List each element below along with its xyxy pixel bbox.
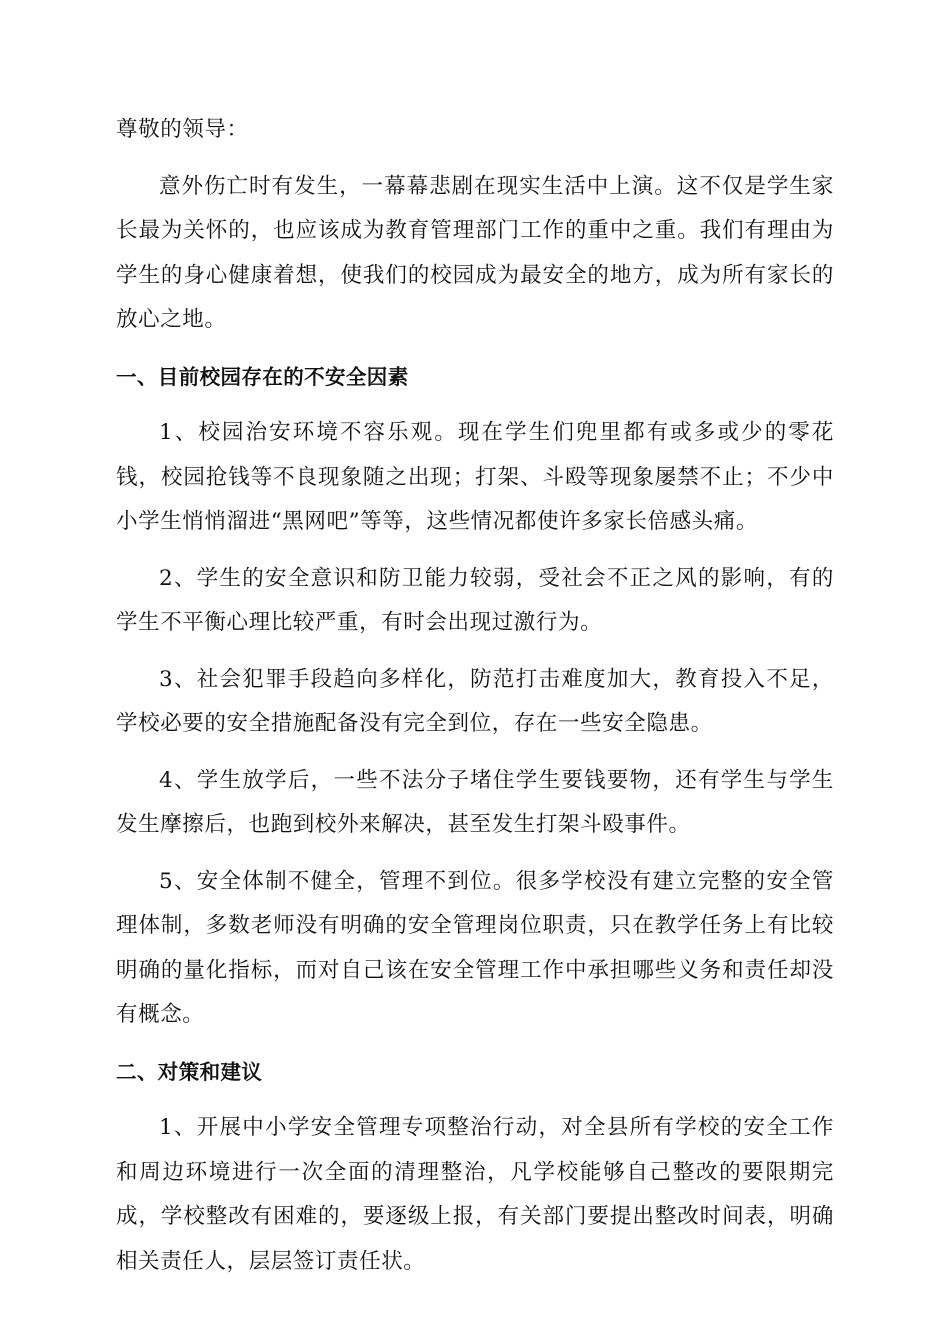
- salutation: 尊敬的领导：: [116, 117, 249, 142]
- document-page: [116, 108, 834, 1284]
- section1-item-5: 5、安全体制不健全，管理不到位。很多学校没有建立完整的安全管理体制，多数老师没有明确的安全管理岗位职责，只在教学任务上有比较明确的量化指标，而对自己该在安全管理工作中承担哪些义务和责任却没有概念。: [116, 868, 834, 1027]
- intro-paragraph: 意外伤亡时有发生，一幕幕悲剧在现实生活中上演。这不仅是学生家长最为关怀的，也应该成为教育管理部门工作的重中之重。我们有理由为学生的身心健康着想，使我们的校园成为最安全的地方，成为所有家长的放心之地。: [116, 173, 834, 332]
- section2-item-1: 1、开展中小学安全管理专项整治行动，对全县所有学校的安全工作和周边环境进行一次全面的清理整治，凡学校能够自己整改的要限期完成，学校整改有困难的，要逐级上报，有关部门要提出整改时间表，明确相关责任人，层层签订责任状。: [116, 1115, 834, 1274]
- section1-item-3: 3、社会犯罪手段趋向多样化，防范打击难度加大，教育投入不足，学校必要的安全措施配备没有完全到位，存在一些安全隐患。: [116, 666, 834, 736]
- section1-item-4: 4、学生放学后，一些不法分子堵住学生要钱要物，还有学生与学生发生摩擦后，也跑到校外来解决，甚至发生打架斗殴事件。: [116, 767, 834, 837]
- section1-item-1: 1、校园治安环境不容乐观。现在学生们兜里都有或多或少的零花钱，校园抢钱等不良现象随之出现；打架、斗殴等现象屡禁不止；不少中小学生悄悄溜进“黑网吧”等等，这些情况都使许多家长倍感头痛。: [116, 420, 834, 534]
- section-heading-2: 二、对策和建议: [116, 1059, 263, 1084]
- section-heading-1: 一、目前校园存在的不安全因素: [116, 364, 409, 389]
- section1-item-2: 2、学生的安全意识和防卫能力较弱，受社会不正之风的影响，有的学生不平衡心理比较严重，有时会出现过激行为。: [116, 565, 834, 635]
